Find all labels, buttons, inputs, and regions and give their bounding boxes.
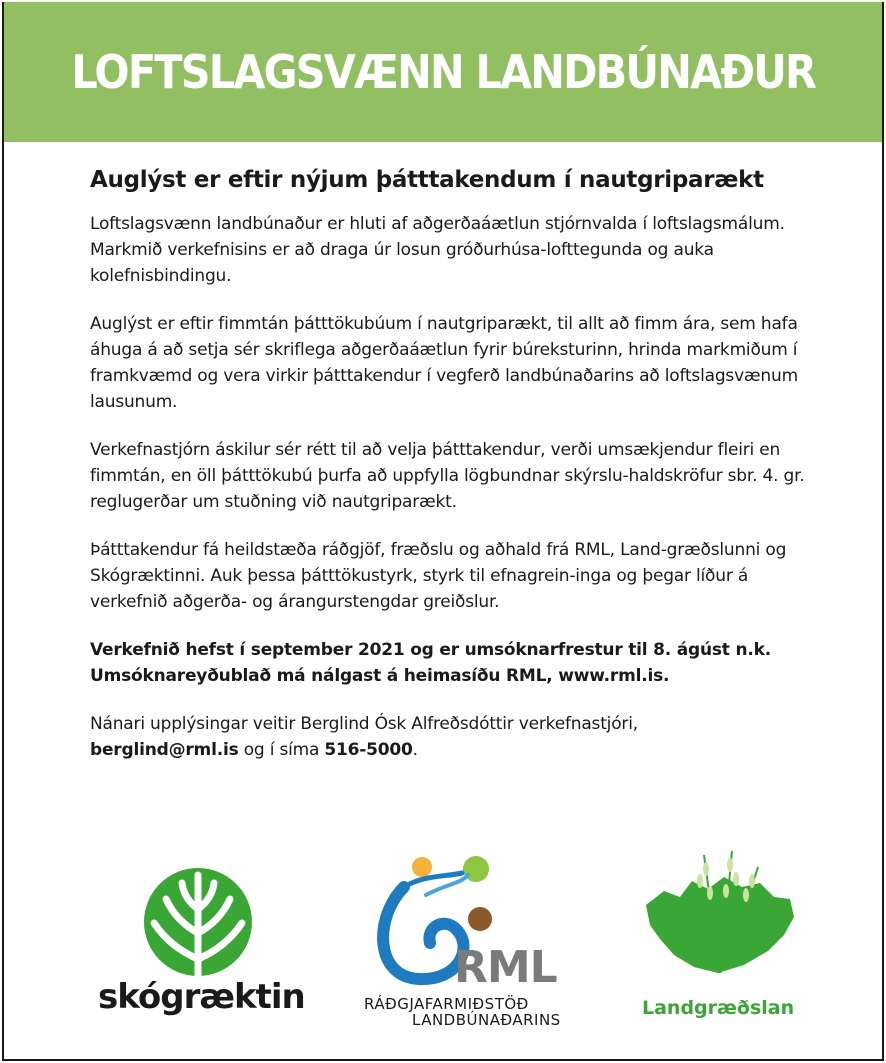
article xyxy=(90,167,830,785)
paragraph-contact xyxy=(90,711,830,763)
landgraedslan-wordmark: Landgræðslan xyxy=(642,997,795,1019)
paragraph-intro: Loftslagsvænn landbúnaður er hluti af aðgerðaáætlun stjórnvalda í loftslagsmálum. Markmið verkefnisins er að draga úr losun gróðurhúsa-lofttegunda og auka kolefnisbindingu. xyxy=(90,214,785,286)
landgraedslan-iceland-icon xyxy=(634,847,804,987)
paragraph-support: Þátttakendur fá heildstæða ráðgjöf, fræðslu og aðhald frá RML, Land-græðslunni og Skógræktinni. Auk þessa þátttökustyrk, styrk til efnagrein-inga og þegar líður á verkefnið aðgerða- og árangurstengdar greiðslur. xyxy=(90,540,787,612)
rml-subtitle-line2: LANDBÚNAÐARINS xyxy=(412,1011,561,1029)
skograektin-wordmark: skógræktin xyxy=(98,977,305,1017)
paragraph-selection: Verkefnastjórn áskilur sér rétt til að velja þátttakendur, verði umsækjendur fleiri en fimmtán, en öll þátttökubú þurfa að uppfylla lögbundnar skýrslu-haldskröfur sbr. 4. gr. reglugerðar um stuðning við nautgriparækt. xyxy=(90,440,805,512)
contact-intro: Nánari upplýsingar veitir Berglind Ósk Alfreðsdóttir verkefnastjóri, xyxy=(90,714,638,734)
contact-phone: 516-5000 xyxy=(324,740,413,760)
title-banner xyxy=(4,2,882,142)
contact-mid: og í síma xyxy=(238,740,325,760)
paragraph-call: Auglýst er eftir fimmtán þátttökubúum í nautgriparækt, til allt að fimm ára, sem hafa áhuga á að setja sér skriflega aðgerðaáætlun fyrir búreksturinn, hrinda markmiðum í framkvæmd og vera virkir þátttakendur í vegferð landbúnaðarins að loftslagsvænum lausunum. xyxy=(90,314,798,412)
logo-row xyxy=(4,847,882,1037)
rml-subtitle-line1: RÁÐGJAFARMIÐSTÖÐ xyxy=(364,995,529,1013)
skograektin-tree-icon xyxy=(88,867,308,977)
skograektin-logo xyxy=(88,867,308,1027)
rml-logo xyxy=(364,847,584,1027)
contact-end: . xyxy=(412,740,418,760)
rml-wordmark: RML xyxy=(454,942,557,993)
page-title: LOFTSLAGSVÆNN LANDBÚNAÐUR xyxy=(71,45,815,99)
contact-email[interactable]: berglind@rml.is xyxy=(90,740,239,760)
ad-frame xyxy=(2,2,884,1061)
article-heading: Auglýst er eftir nýjum þátttakendum í nautgriparækt xyxy=(90,167,764,193)
landgraedslan-logo xyxy=(634,847,804,1027)
paragraph-deadline: Verkefnið hefst í september 2021 og er umsóknarfrestur til 8. ágúst n.k. Umsóknareyðublað má nálgast á heimasíðu RML, www.rml.is. xyxy=(90,640,771,686)
